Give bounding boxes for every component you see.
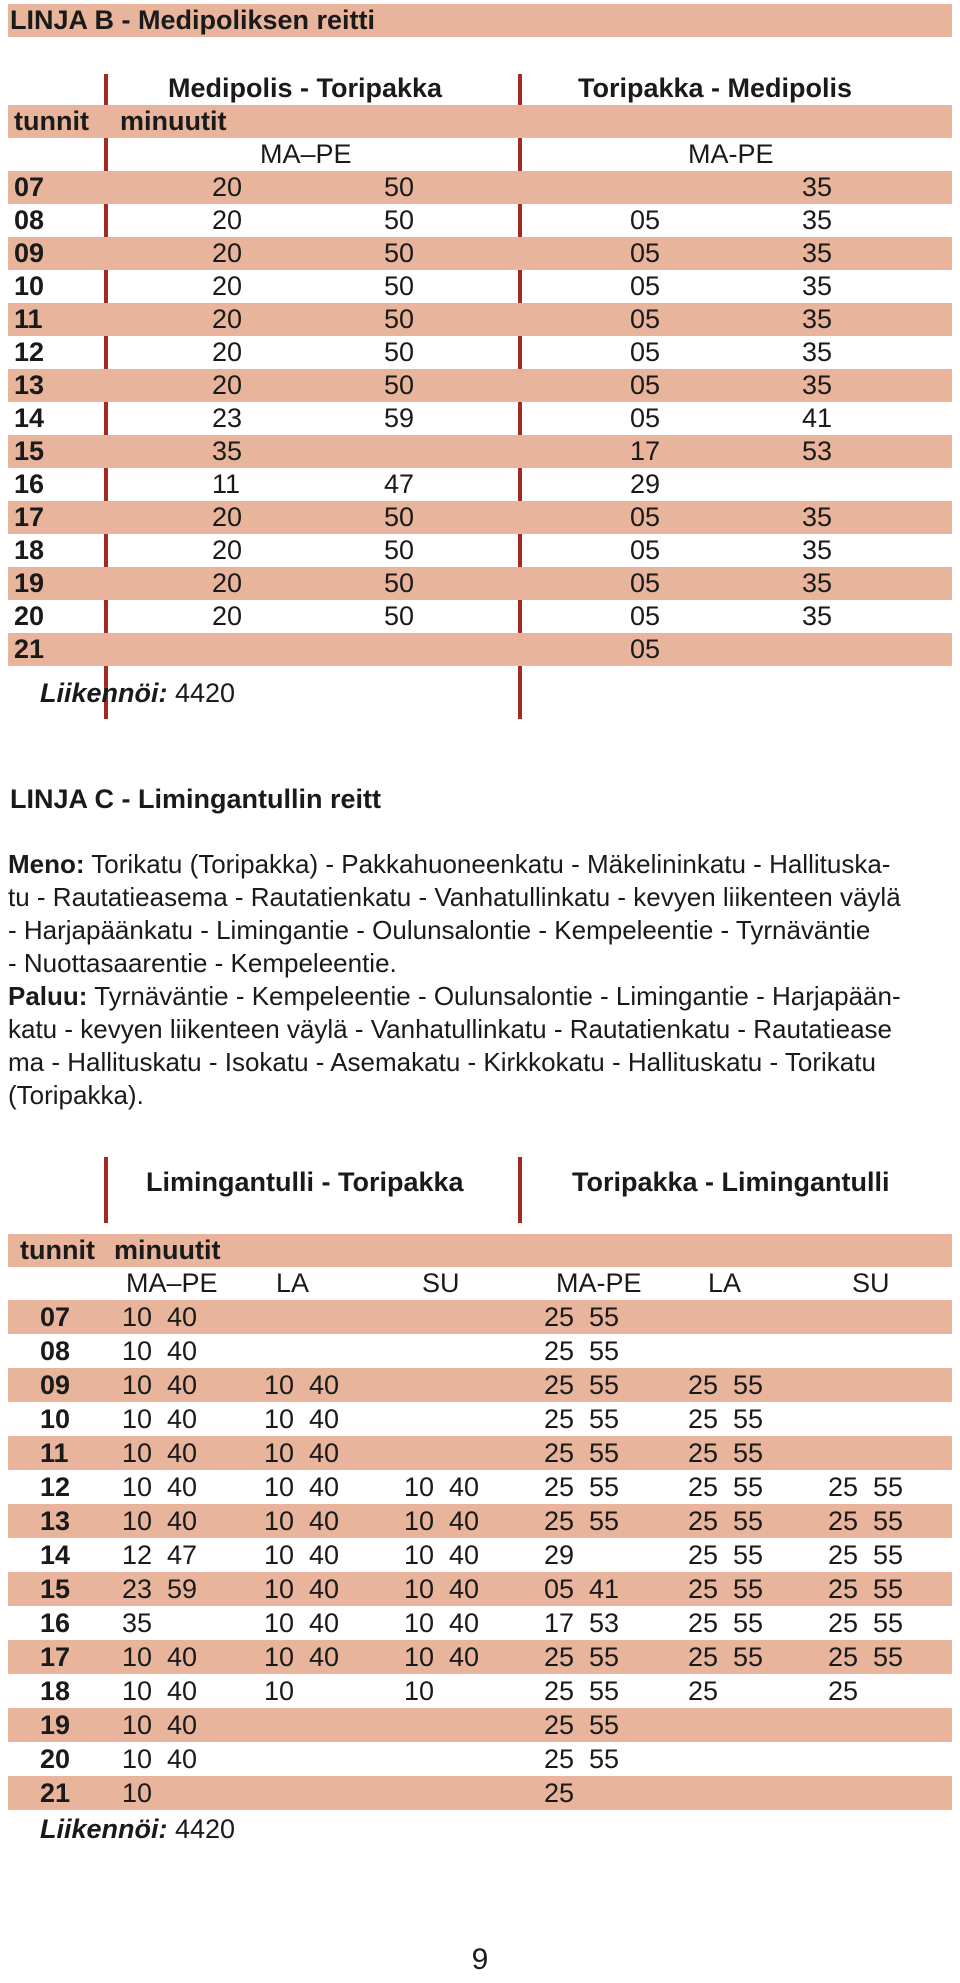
linja-b-minute-cell: 20 <box>212 535 243 565</box>
linja-c-minute-cell: 25 55 <box>688 1370 764 1400</box>
linja-b-minute-cell: 50 <box>384 337 415 367</box>
linja-b-minute-cell: 20 <box>212 238 243 268</box>
linja-c-minute-cell: 10 40 <box>264 1608 340 1638</box>
linja-b-minute-cell: 20 <box>212 337 243 367</box>
linja-c-minute-cell: 25 55 <box>828 1472 904 1502</box>
linja-b-minute-cell: 50 <box>384 271 415 301</box>
linja-c-route-right: Toripakka - Limingantulli <box>572 1167 890 1197</box>
linja-b-hour: 19 <box>14 568 45 598</box>
linja-c-minute-cell: 10 40 <box>122 1710 198 1740</box>
linja-c-operator <box>40 1813 235 1846</box>
linja-b-col-hours: tunnit <box>14 106 89 136</box>
linja-b-minute-cell: 47 <box>384 469 415 499</box>
linja-b-hour: 17 <box>14 502 45 532</box>
linja-c-minute-cell: 25 55 <box>544 1506 620 1536</box>
linja-b-minute-cell: 35 <box>802 535 833 565</box>
linja-c-minute-cell: 10 40 <box>122 1370 198 1400</box>
linja-b-route-left: Medipolis - Toripakka <box>168 73 443 103</box>
linja-b-col-minutes: minuutit <box>120 106 227 136</box>
linja-c-minute-cell: 10 40 <box>404 1642 480 1672</box>
linja-c-minute-cell: 10 40 <box>122 1744 198 1774</box>
linja-b-hour: 12 <box>14 337 45 367</box>
linja-c-minute-cell: 10 40 <box>122 1438 198 1468</box>
linja-b-minute-cell: 11 <box>212 469 241 499</box>
linja-c-hour: 20 <box>40 1744 71 1774</box>
linja-b-title: LINJA B - Medipoliksen reitti <box>10 5 376 35</box>
linja-c-minute-cell: 25 55 <box>828 1506 904 1536</box>
paluu-line-3: ma - Hallituskatu - Isokatu - Asemakatu - Kirkkokatu - Hallituskatu - Torikatu <box>8 1047 876 1077</box>
linja-b-minute-cell: 35 <box>802 304 833 334</box>
linja-c-divider-right <box>518 1157 522 1223</box>
linja-b-minute-cell: 05 <box>630 238 661 268</box>
linja-c-minute-cell: 25 55 <box>828 1574 904 1604</box>
linja-c-day-header: SU <box>422 1268 460 1298</box>
linja-c-minute-cell: 10 40 <box>122 1336 198 1366</box>
linja-c-hour: 17 <box>40 1642 71 1672</box>
linja-c-minute-cell: 25 55 <box>544 1438 620 1468</box>
linja-c-minute-cell: 10 40 <box>122 1676 198 1706</box>
meno-line-2: tu - Rautatieasema - Rautatienkatu - Vanhatullinkatu - kevyen liikenteen väylä <box>8 882 901 912</box>
linja-c-minute-cell: 10 40 <box>264 1642 340 1672</box>
linja-c-minute-cell: 25 55 <box>828 1608 904 1638</box>
linja-c-minute-cell: 10 40 <box>404 1472 480 1502</box>
linja-b-hour: 21 <box>14 634 45 664</box>
linja-c-minute-cell: 10 40 <box>404 1506 480 1536</box>
linja-b-minute-cell: 53 <box>802 436 833 466</box>
linja-b-minute-cell: 05 <box>630 535 661 565</box>
linja-c-hour: 16 <box>40 1608 71 1638</box>
linja-c-minute-cell: 25 55 <box>688 1506 764 1536</box>
linja-c-minute-cell: 10 40 <box>264 1404 340 1434</box>
linja-c-minute-cell: 10 40 <box>404 1574 480 1604</box>
linja-b-minute-cell: 05 <box>630 568 661 598</box>
linja-c-minute-cell: 25 55 <box>688 1608 764 1638</box>
linja-b-minute-cell: 05 <box>630 337 661 367</box>
linja-b-hour: 13 <box>14 370 45 400</box>
linja-c-meno-text <box>8 848 952 980</box>
linja-b-minute-cell: 05 <box>630 502 661 532</box>
linja-c-minute-cell: 10 <box>264 1676 295 1706</box>
linja-c-col-minutes: minuutit <box>114 1235 221 1265</box>
linja-c-minute-cell: 10 40 <box>264 1574 340 1604</box>
linja-c-hour: 21 <box>40 1778 71 1808</box>
linja-b-hour: 14 <box>14 403 45 433</box>
linja-c-hour: 12 <box>40 1472 71 1502</box>
meno-label: Meno: <box>8 849 85 879</box>
linja-c-hour: 15 <box>40 1574 71 1604</box>
linja-c-minute-cell: 25 55 <box>688 1438 764 1468</box>
linja-c-minute-cell: 10 40 <box>264 1472 340 1502</box>
linja-b-hour: 08 <box>14 205 45 235</box>
linja-b-row-band <box>8 633 952 666</box>
linja-c-col-hours: tunnit <box>20 1235 95 1265</box>
linja-b-minute-cell: 50 <box>384 172 415 202</box>
linja-b-minute-cell: 50 <box>384 205 415 235</box>
linja-c-hour: 08 <box>40 1336 71 1366</box>
linja-b-minute-cell: 50 <box>384 370 415 400</box>
linja-c-minute-cell: 29 <box>544 1540 575 1570</box>
linja-b-minute-cell: 17 <box>630 436 661 466</box>
linja-c-hour: 19 <box>40 1710 71 1740</box>
linja-c-day-header: LA <box>708 1268 742 1298</box>
meno-line-1-text: Torikatu (Toripakka) - Pakkahuoneenkatu - Mäkelininkatu - Hallituska- <box>84 849 891 879</box>
linja-b-minute-cell: 35 <box>802 502 833 532</box>
linja-b-hour: 09 <box>14 238 45 268</box>
linja-c-minute-cell: 25 55 <box>688 1642 764 1672</box>
linja-b-hour: 10 <box>14 271 45 301</box>
paluu-line-1 <box>8 980 952 1013</box>
linja-c-minute-cell: 10 40 <box>264 1438 340 1468</box>
linja-c-minute-cell: 25 55 <box>544 1710 620 1740</box>
linja-c-minute-cell: 25 55 <box>544 1744 620 1774</box>
linja-b-hour: 16 <box>14 469 45 499</box>
linja-b-minute-cell: 05 <box>630 271 661 301</box>
linja-b-minute-cell: 50 <box>384 601 415 631</box>
linja-c-minute-cell: 12 47 <box>122 1540 198 1570</box>
linja-c-hour: 14 <box>40 1540 71 1570</box>
linja-b-minute-cell: 59 <box>384 403 415 433</box>
linja-b-minute-cell: 05 <box>630 370 661 400</box>
linja-b-minute-cell: 20 <box>212 271 243 301</box>
linja-b-minute-cell: 05 <box>630 304 661 334</box>
linja-b-minute-cell: 35 <box>802 568 833 598</box>
linja-b-minute-cell: 20 <box>212 601 243 631</box>
paluu-line-4: (Toripakka). <box>8 1080 144 1110</box>
linja-b-minute-cell: 35 <box>802 337 833 367</box>
linja-b-operator <box>40 677 235 710</box>
linja-b-minute-cell: 50 <box>384 568 415 598</box>
linja-c-minute-cell: 25 55 <box>688 1404 764 1434</box>
paluu-line-1-text: Tyrnäväntie - Kempeleentie - Oulunsalontie - Limingantie - Harjapään- <box>87 981 901 1011</box>
linja-c-minute-cell: 25 <box>828 1676 859 1706</box>
linja-c-minute-cell: 25 55 <box>544 1404 620 1434</box>
linja-c-minute-cell: 17 53 <box>544 1608 620 1638</box>
linja-c-minute-cell: 10 40 <box>264 1540 340 1570</box>
linja-c-minute-cell: 25 <box>688 1676 719 1706</box>
linja-c-hour: 11 <box>40 1438 69 1468</box>
linja-c-paluu-text <box>8 980 952 1112</box>
linja-b-minute-cell: 20 <box>212 205 243 235</box>
linja-b-minute-cell: 35 <box>802 370 833 400</box>
linja-b-day-left: MA–PE <box>260 139 352 169</box>
linja-b-minute-cell: 29 <box>630 469 661 499</box>
linja-b-hour: 15 <box>14 436 45 466</box>
linja-c-operator-value: 4420 <box>167 1814 236 1844</box>
linja-c-hour: 10 <box>40 1404 71 1434</box>
meno-line-1 <box>8 848 952 881</box>
linja-b-minute-cell: 41 <box>802 403 833 433</box>
linja-c-minute-cell: 10 40 <box>122 1302 198 1332</box>
linja-b-minute-cell: 23 <box>212 403 243 433</box>
linja-c-minute-cell: 10 40 <box>122 1506 198 1536</box>
linja-c-minute-cell: 25 55 <box>828 1540 904 1570</box>
linja-b-hour: 18 <box>14 535 45 565</box>
linja-b-minute-cell: 35 <box>802 271 833 301</box>
linja-b-minute-cell: 05 <box>630 403 661 433</box>
linja-b-minute-cell: 05 <box>630 634 661 664</box>
linja-b-route-right: Toripakka - Medipolis <box>578 73 853 103</box>
linja-c-minute-cell: 05 41 <box>544 1574 620 1604</box>
linja-c-minute-cell: 23 59 <box>122 1574 198 1604</box>
paluu-line-2: katu - kevyen liikenteen väylä - Vanhatullinkatu - Rautatienkatu - Rautatiease <box>8 1014 893 1044</box>
linja-c-minute-cell: 10 40 <box>404 1608 480 1638</box>
page-number: 9 <box>471 1943 489 1976</box>
linja-c-hour: 13 <box>40 1506 71 1536</box>
meno-line-4: - Nuottasaarentie - Kempeleentie. <box>8 948 397 978</box>
linja-b-minute-cell: 20 <box>212 304 243 334</box>
linja-b-minute-cell: 20 <box>212 568 243 598</box>
linja-c-minute-cell: 25 55 <box>544 1336 620 1366</box>
linja-c-divider-left <box>104 1157 108 1223</box>
linja-c-minute-cell: 25 55 <box>544 1642 620 1672</box>
linja-b-hour: 20 <box>14 601 45 631</box>
linja-c-minute-cell: 10 40 <box>264 1370 340 1400</box>
linja-b-minute-cell: 05 <box>630 205 661 235</box>
linja-c-minute-cell: 10 40 <box>122 1472 198 1502</box>
linja-b-minute-cell: 35 <box>802 205 833 235</box>
linja-c-minute-cell: 35 <box>122 1608 153 1638</box>
linja-c-minute-cell: 10 40 <box>122 1404 198 1434</box>
linja-c-minute-cell: 25 55 <box>544 1676 620 1706</box>
linja-b-minute-cell: 50 <box>384 238 415 268</box>
linja-b-minute-cell: 20 <box>212 502 243 532</box>
linja-c-operator-label: Liikennöi: <box>40 1814 168 1844</box>
linja-b-minute-cell: 50 <box>384 502 415 532</box>
linja-c-minute-cell: 25 55 <box>688 1472 764 1502</box>
linja-c-route-left: Limingantulli - Toripakka <box>146 1167 464 1197</box>
linja-c-minute-cell: 25 55 <box>828 1642 904 1672</box>
linja-c-minute-cell: 10 40 <box>404 1540 480 1570</box>
linja-c-title: LINJA C - Limingantullin reitt <box>10 784 381 814</box>
linja-c-minute-cell: 25 55 <box>544 1302 620 1332</box>
linja-c-minute-cell: 10 40 <box>122 1642 198 1672</box>
linja-b-minute-cell: 20 <box>212 370 243 400</box>
linja-b-minute-cell: 35 <box>212 436 243 466</box>
linja-b-operator-value: 4420 <box>167 678 236 708</box>
linja-b-minute-cell: 05 <box>630 601 661 631</box>
linja-b-minute-cell: 20 <box>212 172 243 202</box>
linja-b-minute-cell: 35 <box>802 238 833 268</box>
linja-c-day-header: SU <box>852 1268 890 1298</box>
linja-c-hour: 09 <box>40 1370 71 1400</box>
linja-b-minute-cell: 50 <box>384 535 415 565</box>
linja-b-minute-cell: 35 <box>802 601 833 631</box>
paluu-label: Paluu: <box>8 981 88 1011</box>
linja-c-day-header: LA <box>276 1268 310 1298</box>
linja-c-minute-cell: 25 55 <box>544 1370 620 1400</box>
linja-c-minute-cell: 10 40 <box>264 1506 340 1536</box>
linja-b-minute-cell: 50 <box>384 304 415 334</box>
linja-c-day-header: MA-PE <box>556 1268 642 1298</box>
linja-b-day-right: MA-PE <box>688 139 774 169</box>
linja-b-operator-label: Liikennöi: <box>40 678 168 708</box>
linja-c-hour: 07 <box>40 1302 71 1332</box>
linja-c-day-header: MA–PE <box>126 1268 218 1298</box>
linja-c-minute-cell: 25 55 <box>688 1574 764 1604</box>
linja-b-minute-cell: 35 <box>802 172 833 202</box>
linja-b-hour: 11 <box>14 304 43 334</box>
linja-c-minute-cell: 10 <box>122 1778 153 1808</box>
linja-c-minute-cell: 10 <box>404 1676 435 1706</box>
linja-b-hour: 07 <box>14 172 45 202</box>
linja-c-minute-cell: 25 55 <box>688 1540 764 1570</box>
linja-c-hour: 18 <box>40 1676 71 1706</box>
linja-c-minute-cell: 25 <box>544 1778 575 1808</box>
linja-c-minute-cell: 25 55 <box>544 1472 620 1502</box>
meno-line-3: - Harjapäänkatu - Limingantie - Oulunsalontie - Kempeleentie - Tyrnäväntie <box>8 915 871 945</box>
